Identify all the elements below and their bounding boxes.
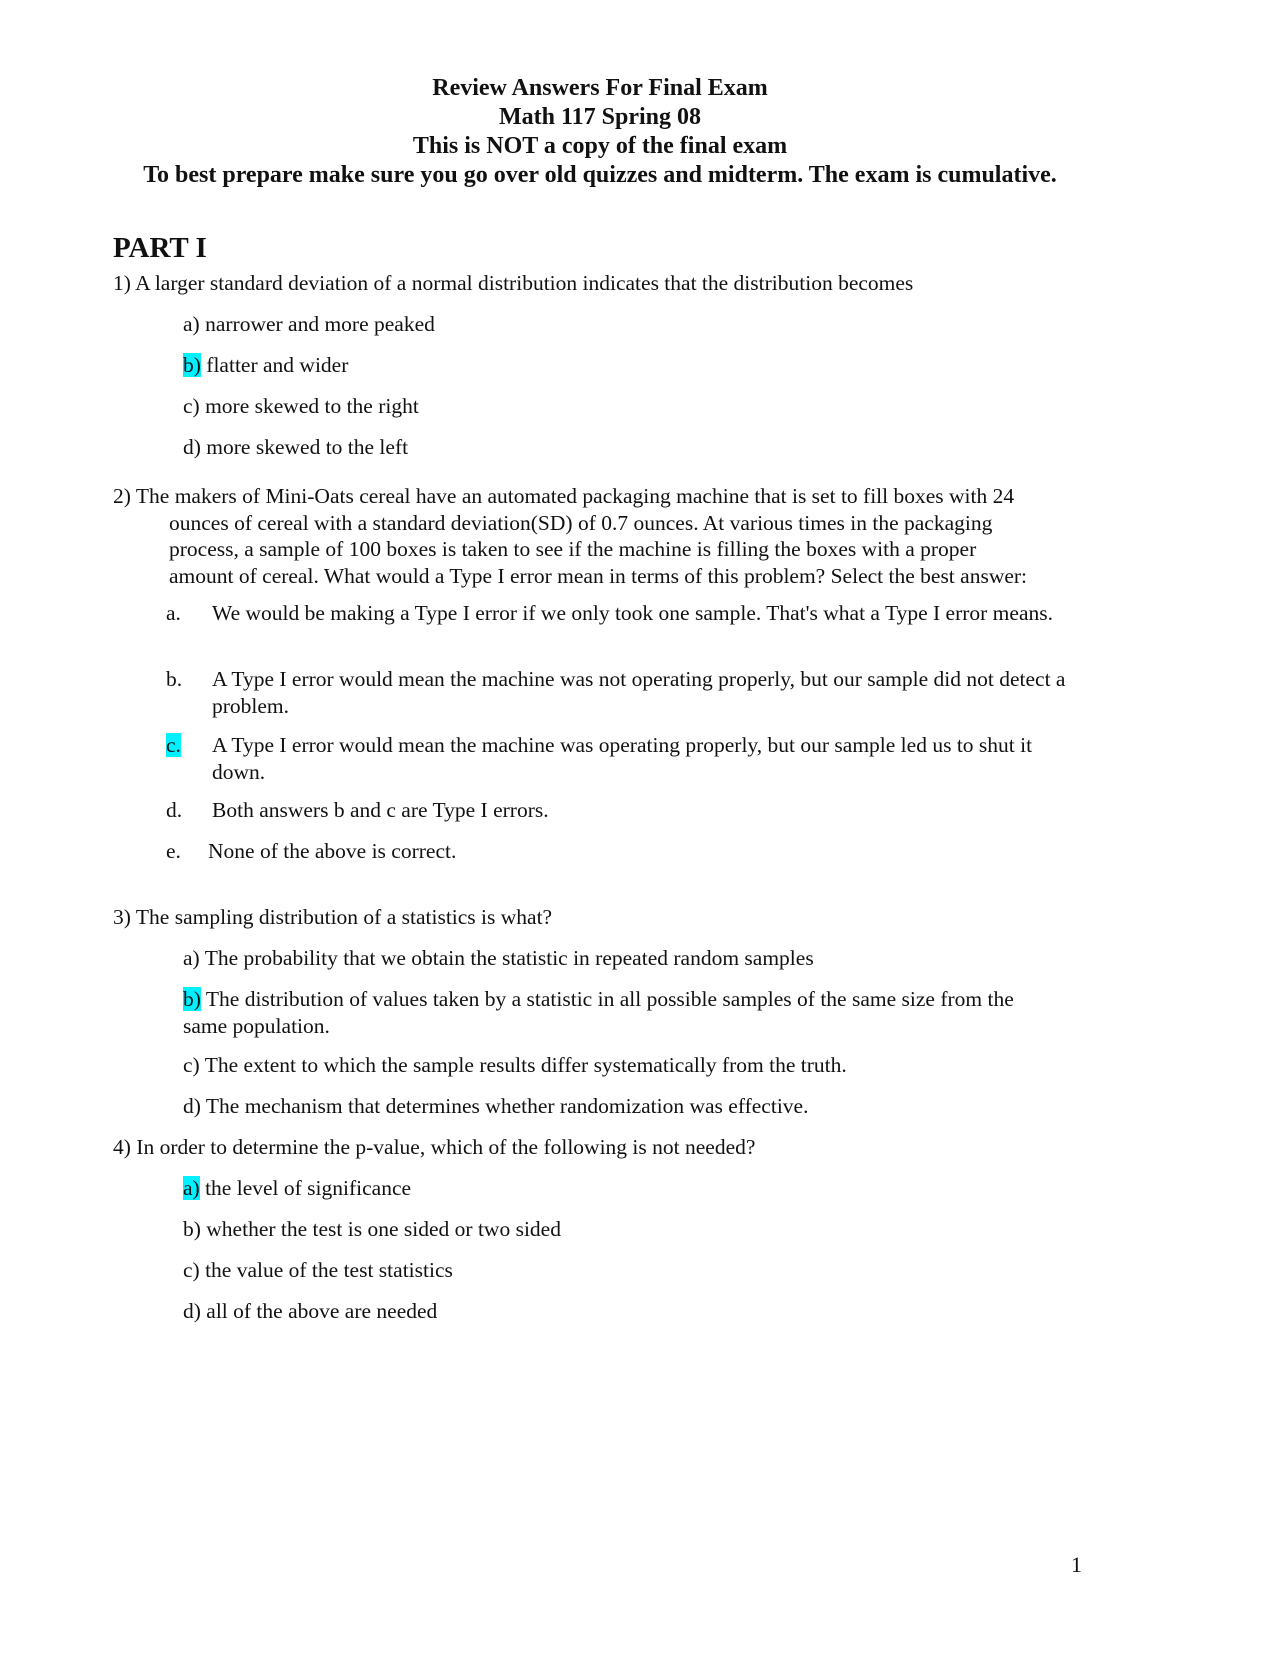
q4-option-d: d) all of the above are needed <box>183 1299 438 1323</box>
question-3-text: 3) The sampling distribution of a statistics is what? <box>113 905 553 929</box>
q3-option-a: a) The probability that we obtain the statistic in repeated random samples <box>183 946 814 970</box>
q2-option-a-text: We would be making a Type I error if we only took one sample. That's what a Type I error means. <box>212 601 1053 625</box>
q4-option-b: b) whether the test is one sided or two sided <box>183 1217 561 1241</box>
page-number: 1 <box>1071 1552 1082 1577</box>
header-title: Review Answers For Final Exam <box>432 75 768 101</box>
q3-option-c: c) The extent to which the sample results differ systematically from the truth. <box>183 1053 847 1077</box>
q1-option-d: d) more skewed to the left <box>183 435 409 459</box>
q2-option-a-label: a. <box>166 601 181 625</box>
q1-option-c: c) more skewed to the right <box>183 394 419 418</box>
q2-option-b-text: A Type I error would mean the machine was not operating properly, but our sample did not detect a problem. <box>212 667 1066 718</box>
q2-option-b-label: b. <box>166 667 183 691</box>
q4-option-a-text: the level of significance <box>199 1176 412 1200</box>
answer-highlight: b) <box>183 353 201 377</box>
q2-option-c-text: A Type I error would mean the machine was operating properly, but our sample led us to shut it down. <box>212 733 1033 784</box>
header-note: This is NOT a copy of the final exam <box>412 133 788 159</box>
q4-option-a <box>183 1175 411 1202</box>
document-header <box>0 74 1200 190</box>
q3-option-b <box>183 986 1063 1039</box>
q1-option-b-text: flatter and wider <box>200 353 349 377</box>
q3-option-b-text: The distribution of values taken by a statistic in all possible samples of the same size from the <box>200 987 1014 1011</box>
q1-option-b <box>183 352 348 379</box>
header-instruction: To best prepare make sure you go over old quizzes and midterm. The exam is cumulative. <box>143 162 1057 188</box>
q2-option-e-label: e. <box>166 839 181 863</box>
q3-option-d: d) The mechanism that determines whether randomization was effective. <box>183 1094 809 1118</box>
q3-option-b-text-cont: same population. <box>183 1013 330 1038</box>
q2-option-e-text: None of the above is correct. <box>208 839 457 863</box>
answer-highlight: b) <box>183 987 201 1011</box>
question-1-text: 1) A larger standard deviation of a normal distribution indicates that the distribution becomes <box>113 271 914 295</box>
q2-option-d-label: d. <box>166 798 183 822</box>
q2-option-d-text: Both answers b and c are Type I errors. <box>212 798 549 822</box>
answer-highlight: c. <box>166 733 181 757</box>
answer-highlight: a) <box>183 1176 200 1200</box>
q2-option-c-label <box>166 732 181 759</box>
q1-option-a: a) narrower and more peaked <box>183 312 435 336</box>
header-course: Math 117 Spring 08 <box>498 104 702 130</box>
q4-option-c: c) the value of the test statistics <box>183 1258 453 1282</box>
part-title: PART I <box>113 232 207 264</box>
question-4-text: 4) In order to determine the p-value, which of the following is not needed? <box>113 1135 756 1159</box>
question-2-text: 2) The makers of Mini-Oats cereal have an automated packaging machine that is set to fill boxes with 24 ounces of cereal with a standard deviation(SD) of 0.7 ounces. At various times in the packaging process, a sample of 100 boxes is taken to see if the machine is filling the boxes with a proper amount of cereal. What would a Type I error mean in terms of this problem? Select the best answer: <box>113 484 1028 588</box>
